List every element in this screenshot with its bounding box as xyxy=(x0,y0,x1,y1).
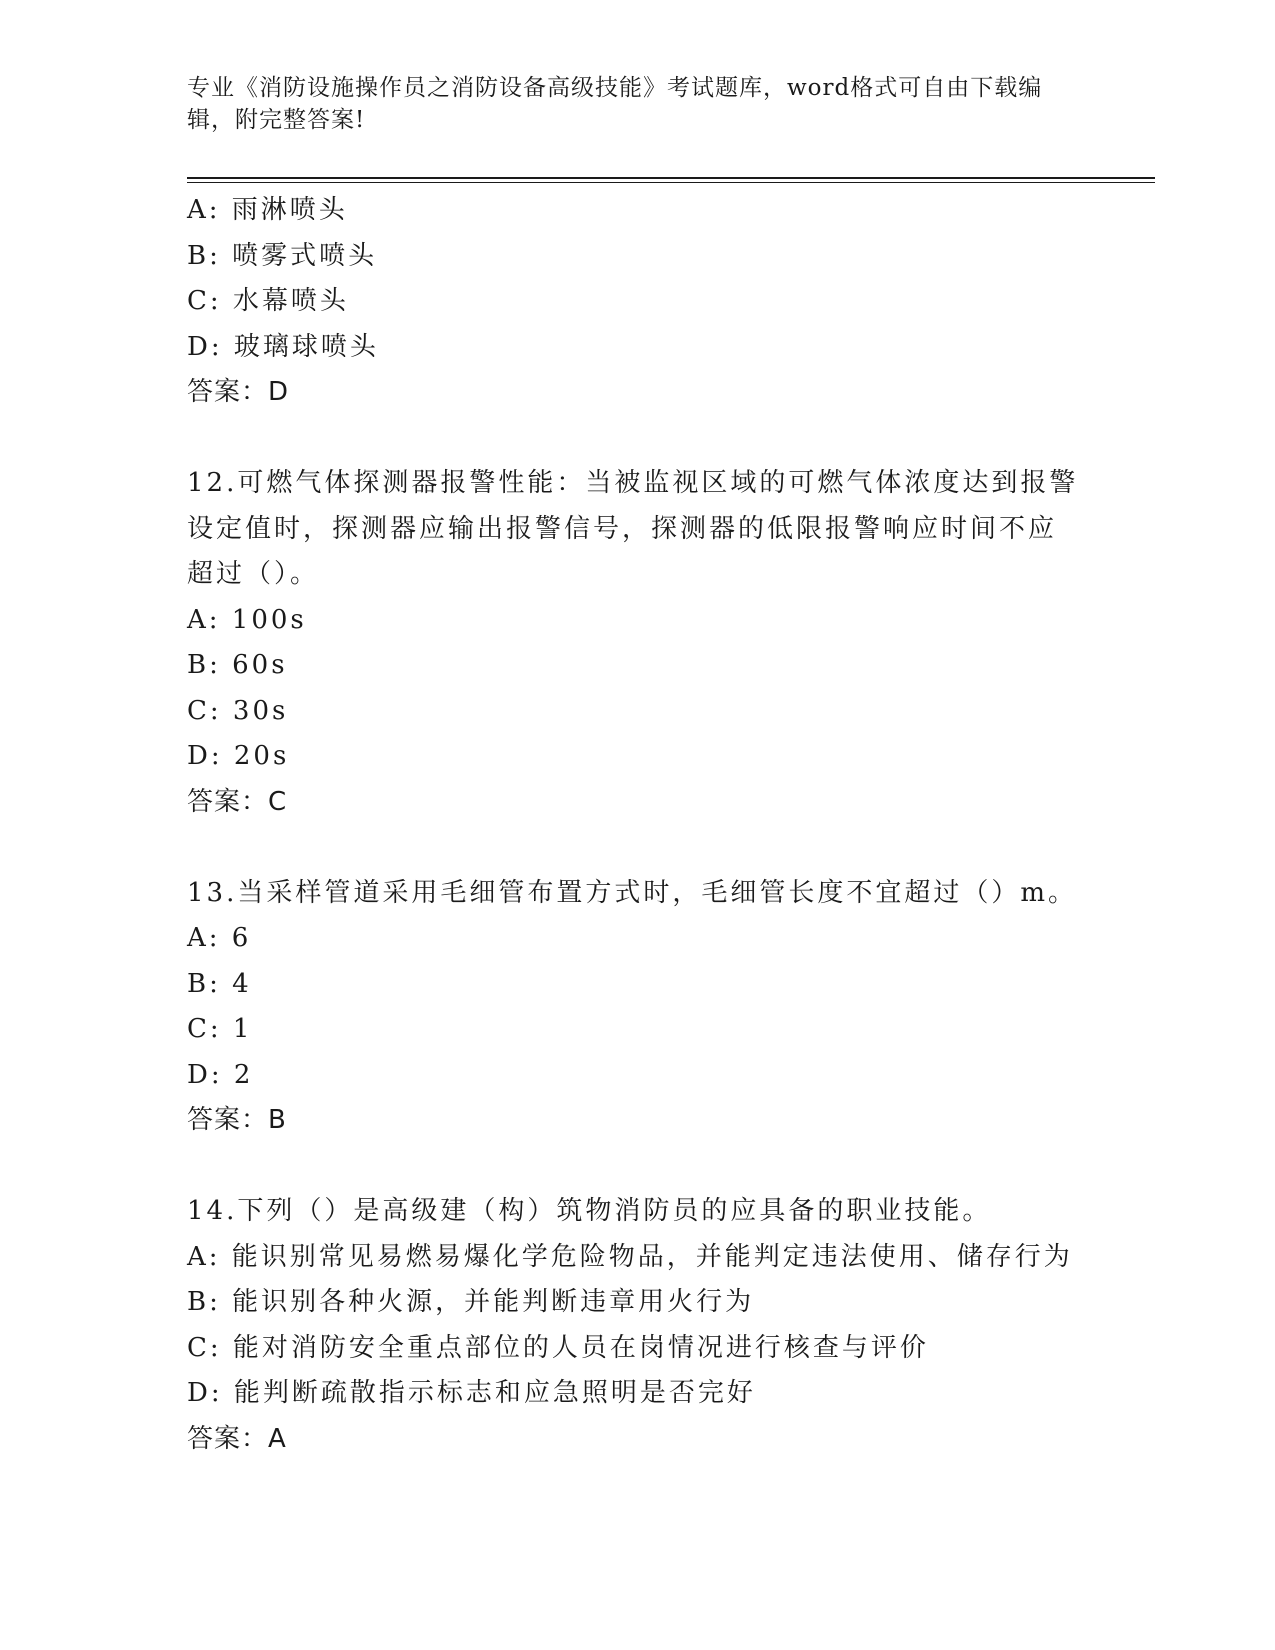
question-text-line: 设定值时，探测器应输出报警信号，探测器的低限报警响应时间不应 xyxy=(187,513,1058,544)
spacer xyxy=(187,1144,1087,1190)
question-14 xyxy=(187,1189,1087,1462)
header-divider-thick xyxy=(187,177,1155,179)
spacer xyxy=(187,825,1087,871)
option-b: B: 60s xyxy=(187,650,288,680)
question-12 xyxy=(187,461,1087,825)
header-divider-thin xyxy=(187,182,1155,183)
option-d: D: 20s xyxy=(187,741,290,771)
option-c: C: 能对消防安全重点部位的人员在岗情况进行核查与评价 xyxy=(187,1332,929,1363)
option-c: C: 水幕喷头 xyxy=(187,286,349,316)
option-c: C: 30s xyxy=(187,695,289,726)
question-list xyxy=(187,188,1087,1462)
option-a: A: 能识别常见易燃易爆化学危险物品，并能判定违法使用、储存行为 xyxy=(187,1241,1073,1272)
question-text-line: 超过（）。 xyxy=(187,559,320,589)
option-d: D: 玻璃球喷头 xyxy=(187,331,379,362)
question-text-line: 12.可燃气体探测器报警性能：当被监视区域的可燃气体浓度达到报警 xyxy=(187,468,1079,498)
option-c: C: 1 xyxy=(187,1014,253,1044)
question-11 xyxy=(187,188,1087,416)
answer-line: 答案：C xyxy=(187,786,288,817)
option-d: D: 能判断疏散指示标志和应急照明是否完好 xyxy=(187,1378,756,1408)
document-header xyxy=(187,72,1087,136)
option-b: B: 4 xyxy=(187,968,252,999)
answer-line: 答案：A xyxy=(187,1423,287,1454)
option-b: B: 能识别各种火源，并能判断违章用火行为 xyxy=(187,1287,755,1317)
question-text-line: 14.下列（）是高级建（构）筑物消防员的应具备的职业技能。 xyxy=(187,1196,992,1226)
header-line-2: 辑，附完整答案! xyxy=(187,107,366,133)
answer-line: 答案：D xyxy=(187,377,290,407)
option-a: A: 100s xyxy=(187,604,307,635)
option-d: D: 2 xyxy=(187,1059,254,1090)
header-line-1: 专业《消防设施操作员之消防设备高级技能》考试题库，word格式可自由下载编 xyxy=(187,75,1043,101)
option-a: A: 雨淋喷头 xyxy=(187,195,348,225)
spacer xyxy=(187,416,1087,462)
answer-line: 答案：B xyxy=(187,1105,287,1135)
question-text-line: 13.当采样管道采用毛细管布置方式时，毛细管长度不宜超过（）m。 xyxy=(187,877,1078,908)
option-b: B: 喷雾式喷头 xyxy=(187,240,378,271)
question-13 xyxy=(187,871,1087,1144)
option-a: A: 6 xyxy=(187,923,252,953)
